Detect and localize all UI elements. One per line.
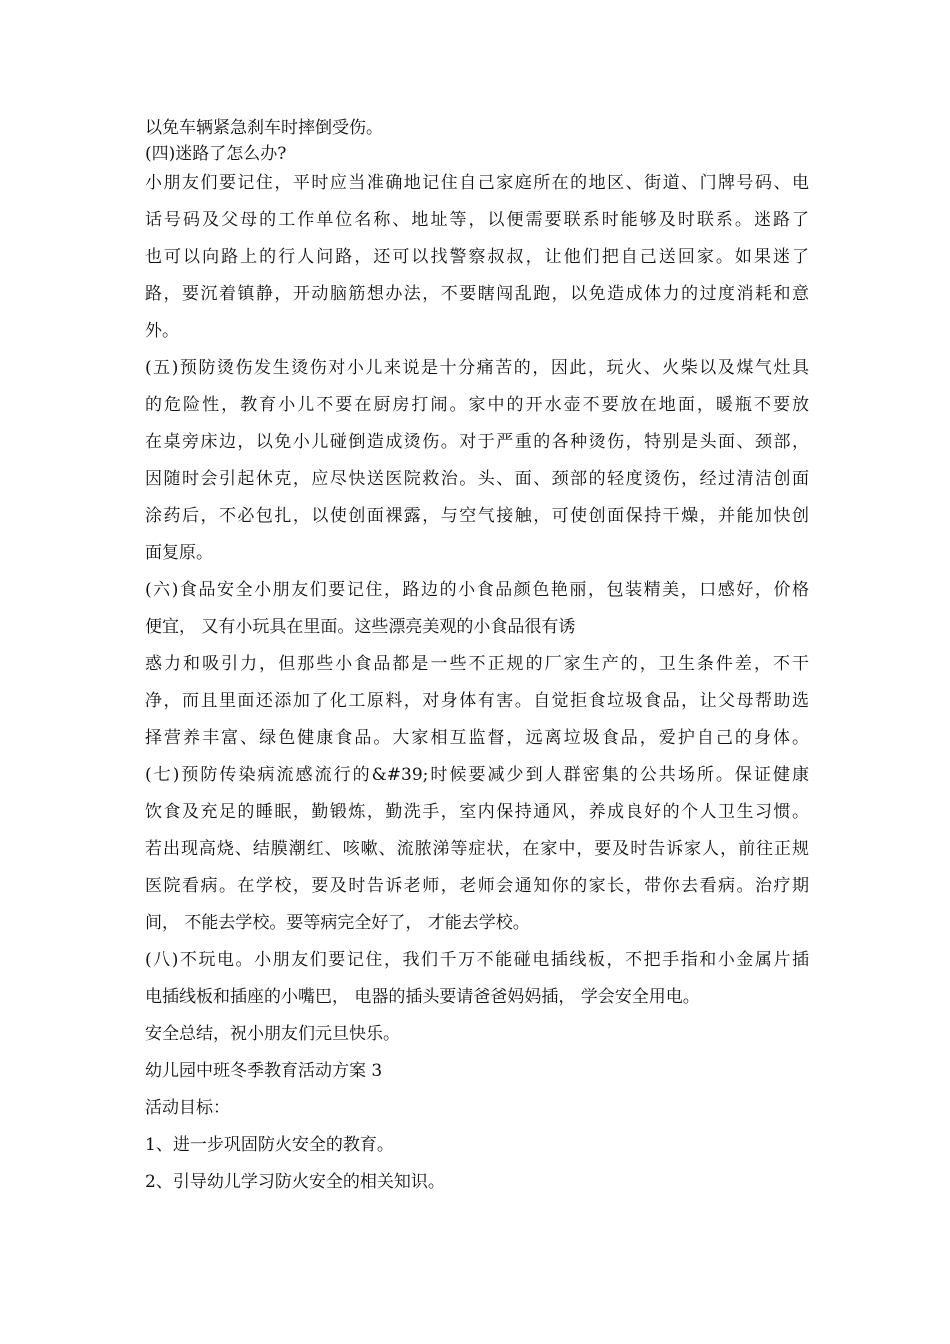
text-line: 面复原。 — [145, 543, 213, 563]
text-line: 惑力和吸引力，但那些小食品都是一些不正规的厂家生产的，卫生条件差，不干 — [145, 654, 809, 674]
text-line: 饮食及充足的睡眠，勤锻炼，勤洗手，室内保持通风，养成良好的个人卫生习惯。 — [145, 802, 809, 822]
text-line: (五)预防烫伤发生烫伤对小儿来说是十分痛苦的，因此，玩火、火柴以及煤气灶具 — [145, 358, 809, 378]
text-line: 安全总结，祝小朋友们元旦快乐。 — [145, 1024, 400, 1044]
section-title: 幼儿园中班冬季教育活动方案 3 — [145, 1061, 383, 1081]
text-line: 若出现高烧、结膜潮红、咳嗽、流脓涕等症状，在家中，要及时告诉家人，前往正规 — [145, 839, 809, 859]
text-line: 间， 不能去学校。要等病完全好了， 才能去学校。 — [145, 913, 530, 933]
document-body — [145, 117, 809, 1201]
text-line: 在桌旁床边，以免小儿碰倒造成烫伤。对于严重的各种烫伤，特别是头面、颈部， — [145, 432, 809, 452]
text-line: 话号码及父母的工作单位名称、地址等，以便需要联系时能够及时联系。迷路了 — [145, 210, 809, 230]
text-line: 小朋友们要记住，平时应当准确地记住自己家庭所在的地区、街道、门牌号码、电 — [145, 173, 809, 193]
text-line: 医院看病。在学校，要及时告诉老师，老师会通知你的家长，带你去看病。治疗期 — [145, 876, 809, 896]
text-line: 因随时会引起休克，应尽快送医院救治。头、面、颈部的轻度烫伤，经过清洁创面 — [145, 469, 809, 489]
list-item: 2、引导幼儿学习防火安全的相关知识。 — [145, 1172, 445, 1192]
text-line: 外。 — [145, 321, 179, 341]
text-line: 涂药后，不必包扎，以使创面裸露，与空气接触，可使创面保持干燥，并能加快创 — [145, 506, 809, 526]
text-line: 的危险性，教育小儿不要在厨房打闹。家中的开水壶不要放在地面，暖瓶不要放 — [145, 395, 809, 415]
text-line: (六)食品安全小朋友们要记住，路边的小食品颜色艳丽，包装精美，口感好，价格 — [145, 580, 809, 600]
text-line: 活动目标： — [145, 1098, 230, 1118]
text-line: (八)不玩电。小朋友们要记住，我们千万不能碰电插线板，不把手指和小金属片插 — [145, 950, 809, 970]
text-line: 电插线板和插座的小嘴巴， 电器的插头要请爸爸妈妈插， 学会安全用电。 — [145, 987, 700, 1007]
section-heading: (四)迷路了怎么办? — [145, 144, 287, 164]
list-item: 1、进一步巩固防火安全的教育。 — [145, 1135, 394, 1155]
text-line: 路，要沉着镇静，开动脑筋想办法，不要瞎闯乱跑，以免造成体力的过度消耗和意 — [145, 284, 809, 304]
text-line: 择营养丰富、绿色健康食品。大家相互监督，远离垃圾食品，爱护自己的身体。 — [145, 728, 809, 748]
text-line: 便宜， 又有小玩具在里面。这些漂亮美观的小食品很有诱 — [145, 617, 576, 637]
text-line: 净，而且里面还添加了化工原料，对身体有害。自觉拒食垃圾食品，让父母帮助选 — [145, 691, 809, 711]
text-line: 也可以向路上的行人问路，还可以找警察叔叔，让他们把自己送回家。如果迷了 — [145, 247, 809, 267]
text-line: (七)预防传染病流感流行的&#39;时候要减少到人群密集的公共场所。保证健康 — [145, 765, 809, 785]
text-line: 以免车辆紧急刹车时摔倒受伤。 — [145, 118, 383, 138]
